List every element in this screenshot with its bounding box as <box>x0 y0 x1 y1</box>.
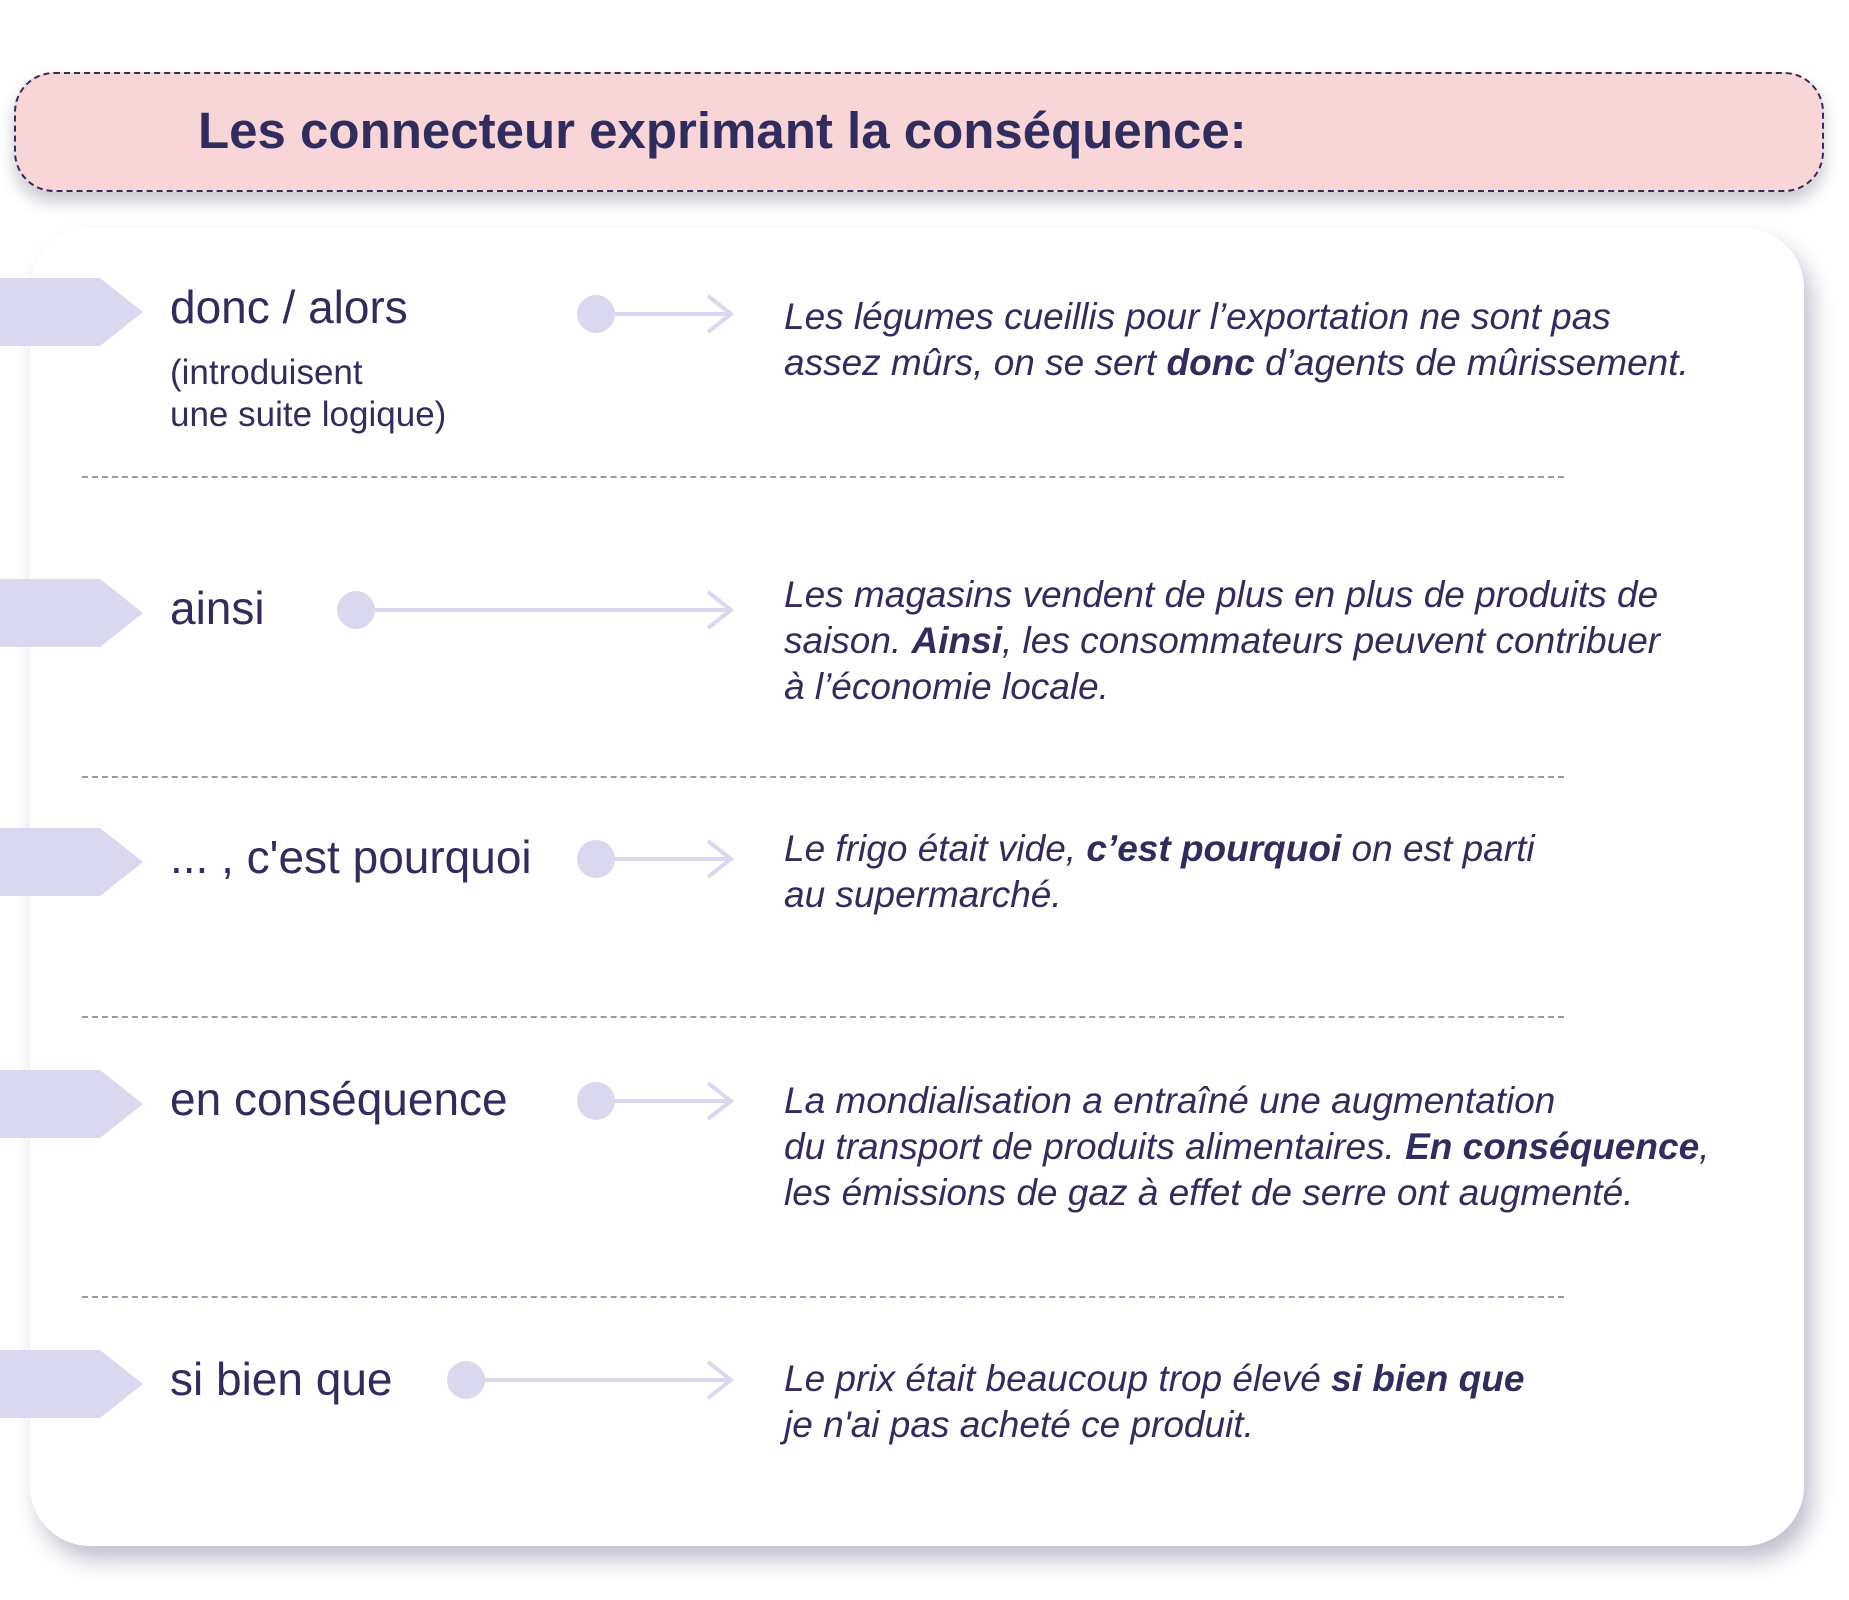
dot-arrow-icon <box>576 294 736 334</box>
example-line: assez mûrs, on se sert donc d’agents de mûrissement. <box>784 341 1689 383</box>
example-sentence <box>784 1078 1709 1216</box>
example-sentence <box>784 294 1689 386</box>
example-sentence <box>784 1356 1524 1448</box>
connector-term: ainsi <box>170 582 265 634</box>
example-line: du transport de produits alimentaires. En conséquence, <box>784 1125 1710 1167</box>
highlighted-connector: donc <box>1166 341 1255 383</box>
connector-term: ... , c'est pourquoi <box>170 831 532 883</box>
connector-note: une suite logique) <box>170 395 447 434</box>
example-sentence <box>784 826 1535 918</box>
row-divider <box>82 476 1564 478</box>
connector-term: si bien que <box>170 1353 393 1405</box>
example-line: Les magasins vendent de plus en plus de produits de <box>784 574 1659 615</box>
row-divider <box>82 1016 1564 1018</box>
example-line: Le frigo était vide, c’est pourquoi on est parti <box>784 828 1535 869</box>
highlighted-connector: En conséquence <box>1405 1125 1700 1167</box>
dot-arrow-icon <box>576 839 736 879</box>
example-line: les émissions de gaz à effet de serre ont augmenté. <box>784 1171 1634 1213</box>
example-line: je n'ai pas acheté ce produit. <box>784 1403 1254 1445</box>
example-line: à l’économie locale. <box>784 665 1109 707</box>
example-line: Le prix était beaucoup trop élevé si bien que <box>784 1358 1525 1399</box>
highlighted-connector: c’est pourquoi <box>1086 828 1342 869</box>
page-title: Les connecteur exprimant la conséquence: <box>198 102 1247 159</box>
example-line: Les légumes cueillis pour l’exportation ne sont pas <box>784 296 1611 337</box>
highlighted-connector: Ainsi <box>911 619 1002 661</box>
connector-term: donc / alors <box>170 281 408 333</box>
connector-note: (introduisent <box>170 353 363 392</box>
example-sentence <box>784 572 1660 710</box>
title-banner <box>14 72 1824 192</box>
row-divider <box>82 776 1564 778</box>
connector-term: en conséquence <box>170 1073 508 1125</box>
highlighted-connector: si bien que <box>1331 1358 1525 1399</box>
example-line: au supermarché. <box>784 873 1062 915</box>
row-divider <box>82 1296 1564 1298</box>
example-line: saison. Ainsi, les consommateurs peuvent contribuer <box>784 619 1661 661</box>
dot-arrow-icon <box>576 1081 736 1121</box>
dot-arrow-icon <box>446 1360 736 1400</box>
dot-arrow-icon <box>336 590 736 630</box>
example-line: La mondialisation a entraîné une augmentation <box>784 1080 1556 1121</box>
